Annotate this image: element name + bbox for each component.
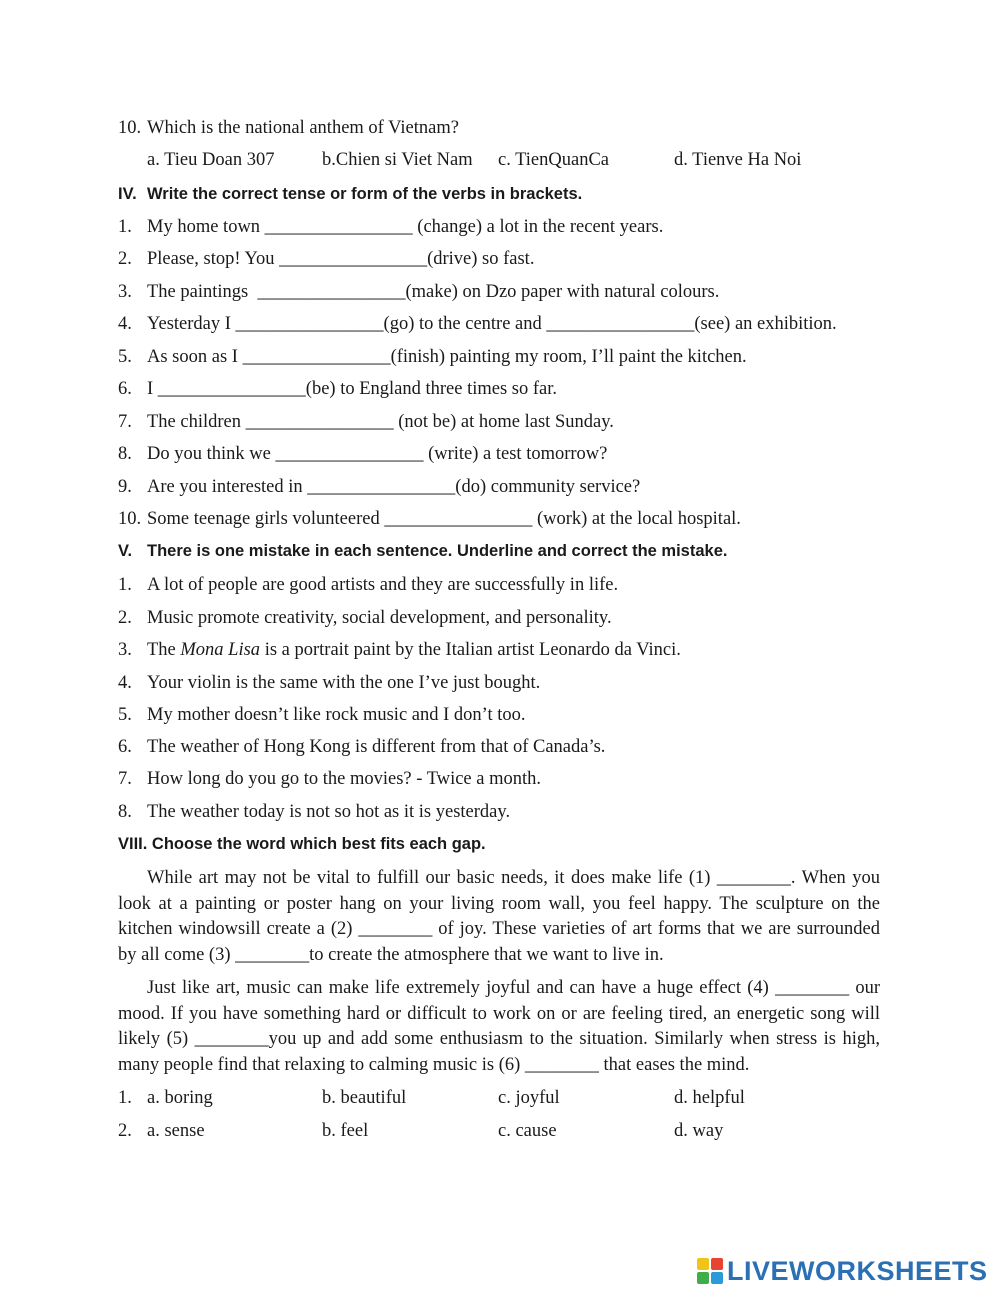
- iv-item-text: As soon as I ________________(finish) painting my room, I’ll paint the kitchen.: [147, 347, 747, 367]
- v-item-text: A lot of people are good artists and they are successfully in life.: [147, 575, 619, 595]
- iv-item-number: 4.: [118, 314, 132, 334]
- gap-question-number: 1.: [118, 1088, 132, 1108]
- q10-option-d: d. Tienve Ha Noi: [674, 150, 802, 170]
- section-viii-heading: VIII. Choose the word which best fits each gap.: [118, 835, 486, 853]
- iv-item-number: 3.: [118, 282, 132, 302]
- v-item-number: 3.: [118, 640, 132, 660]
- gap-question-number: 2.: [118, 1121, 132, 1141]
- iv-item-text: The paintings ________________(make) on Dzo paper with natural colours.: [147, 282, 720, 302]
- logo-block-yellow: [697, 1258, 709, 1270]
- iv-item-text: My home town ________________ (change) a lot in the recent years.: [147, 217, 664, 237]
- section-v-title: There is one mistake in each sentence. Underline and correct the mistake.: [147, 542, 728, 560]
- question-10-text: Which is the national anthem of Vietnam?: [147, 118, 459, 138]
- v-item-number: 7.: [118, 769, 132, 789]
- iv-item-text: Please, stop! You ________________(drive) so fast.: [147, 249, 535, 269]
- gap-option-b: b. feel: [322, 1121, 369, 1141]
- v-item-text: The weather today is not so hot as it is yesterday.: [147, 802, 511, 822]
- v-item-text: Your violin is the same with the one I’ve just bought.: [147, 673, 541, 693]
- logo-blocks-icon: [697, 1258, 723, 1284]
- liveworksheets-logo[interactable]: [697, 1254, 988, 1288]
- gap-option-a: a. sense: [147, 1121, 205, 1141]
- reading-paragraph-2: Just like art, music can make life extremely joyful and can have a huge effect (4) ________ our mood. If you have something hard or difficult to work on or are feeling tired, an energetic song will likely (5) ________you up and add some enthusiasm to the situation. Similarly when stress is high, many people find that relaxing to calming music is (6) ________ that eases the mind.: [118, 978, 880, 1076]
- iv-item-text: The children ________________ (not be) at home last Sunday.: [147, 412, 614, 432]
- q10-option-a: a. Tieu Doan 307: [147, 150, 275, 170]
- iv-item-number: 6.: [118, 379, 132, 399]
- v-item-text: How long do you go to the movies? - Twice a month.: [147, 769, 542, 789]
- gap-option-c: c. joyful: [498, 1088, 560, 1108]
- v-item-number: 6.: [118, 737, 132, 757]
- v-item-text-pre: The: [147, 640, 181, 660]
- gap-option-d: d. helpful: [674, 1088, 745, 1108]
- v-item-number: 4.: [118, 673, 132, 693]
- gap-option-d: d. way: [674, 1121, 724, 1141]
- iv-item-number: 9.: [118, 477, 132, 497]
- v-item-number: 8.: [118, 802, 132, 822]
- iv-item-number: 7.: [118, 412, 132, 432]
- gap-option-b: b. beautiful: [322, 1088, 407, 1108]
- v-item-number: 2.: [118, 608, 132, 628]
- logo-block-blue: [711, 1272, 723, 1284]
- v-item-text: The weather of Hong Kong is different from that of Canada’s.: [147, 737, 606, 757]
- iv-item-text: Some teenage girls volunteered ________________ (work) at the local hospital.: [147, 509, 741, 529]
- q10-option-c: c. TienQuanCa: [498, 150, 609, 170]
- section-iv-heading: [118, 185, 582, 204]
- v-item-text: Music promote creativity, social development, and personality.: [147, 608, 612, 628]
- iv-item-number: 1.: [118, 217, 132, 237]
- v-item-text-title: Mona Lisa: [180, 640, 261, 660]
- logo-text: LIVEWORKSHEETS: [727, 1255, 988, 1286]
- iv-item-number: 10.: [118, 509, 142, 529]
- iv-item-text: I ________________(be) to England three times so far.: [147, 379, 557, 399]
- iv-item-text: Do you think we ________________ (write) a test tomorrow?: [147, 444, 608, 464]
- iv-item-text: Are you interested in ________________(do) community service?: [147, 477, 641, 497]
- iv-item-number: 8.: [118, 444, 132, 464]
- v-item-number: 5.: [118, 705, 132, 725]
- q10-option-b: b.Chien si Viet Nam: [322, 150, 473, 170]
- logo-block-red: [711, 1258, 723, 1270]
- section-iv-title: Write the correct tense or form of the verbs in brackets.: [147, 185, 583, 203]
- iv-item-text: Yesterday I ________________(go) to the centre and ________________(see) an exhibition.: [147, 314, 837, 334]
- logo-block-green: [697, 1272, 709, 1284]
- section-v-heading: [118, 542, 727, 561]
- v-item-text: My mother doesn’t like rock music and I don’t too.: [147, 705, 526, 725]
- question-10-number: 10.: [118, 118, 142, 138]
- v-item-number: 1.: [118, 575, 132, 595]
- section-iv-number: IV.: [118, 185, 137, 203]
- reading-paragraph-1: While art may not be vital to fulfill our basic needs, it does make life (1) ________. When you look at a painting or poster hang on your living room wall, you feel happy. The sculpture on the kitchen windowsill create a (2) ________ of joy. These varieties of art forms that we are surrounded by all come (3) ________to create the atmosphere that we want to live in.: [118, 868, 880, 966]
- gap-option-c: c. cause: [498, 1121, 557, 1141]
- iv-item-number: 2.: [118, 249, 132, 269]
- v-item-text: [147, 640, 681, 661]
- iv-item-number: 5.: [118, 347, 132, 367]
- gap-option-a: a. boring: [147, 1088, 213, 1108]
- v-item-text-post: is a portrait paint by the Italian artist Leonardo da Vinci.: [260, 640, 681, 660]
- section-v-number: V.: [118, 542, 133, 560]
